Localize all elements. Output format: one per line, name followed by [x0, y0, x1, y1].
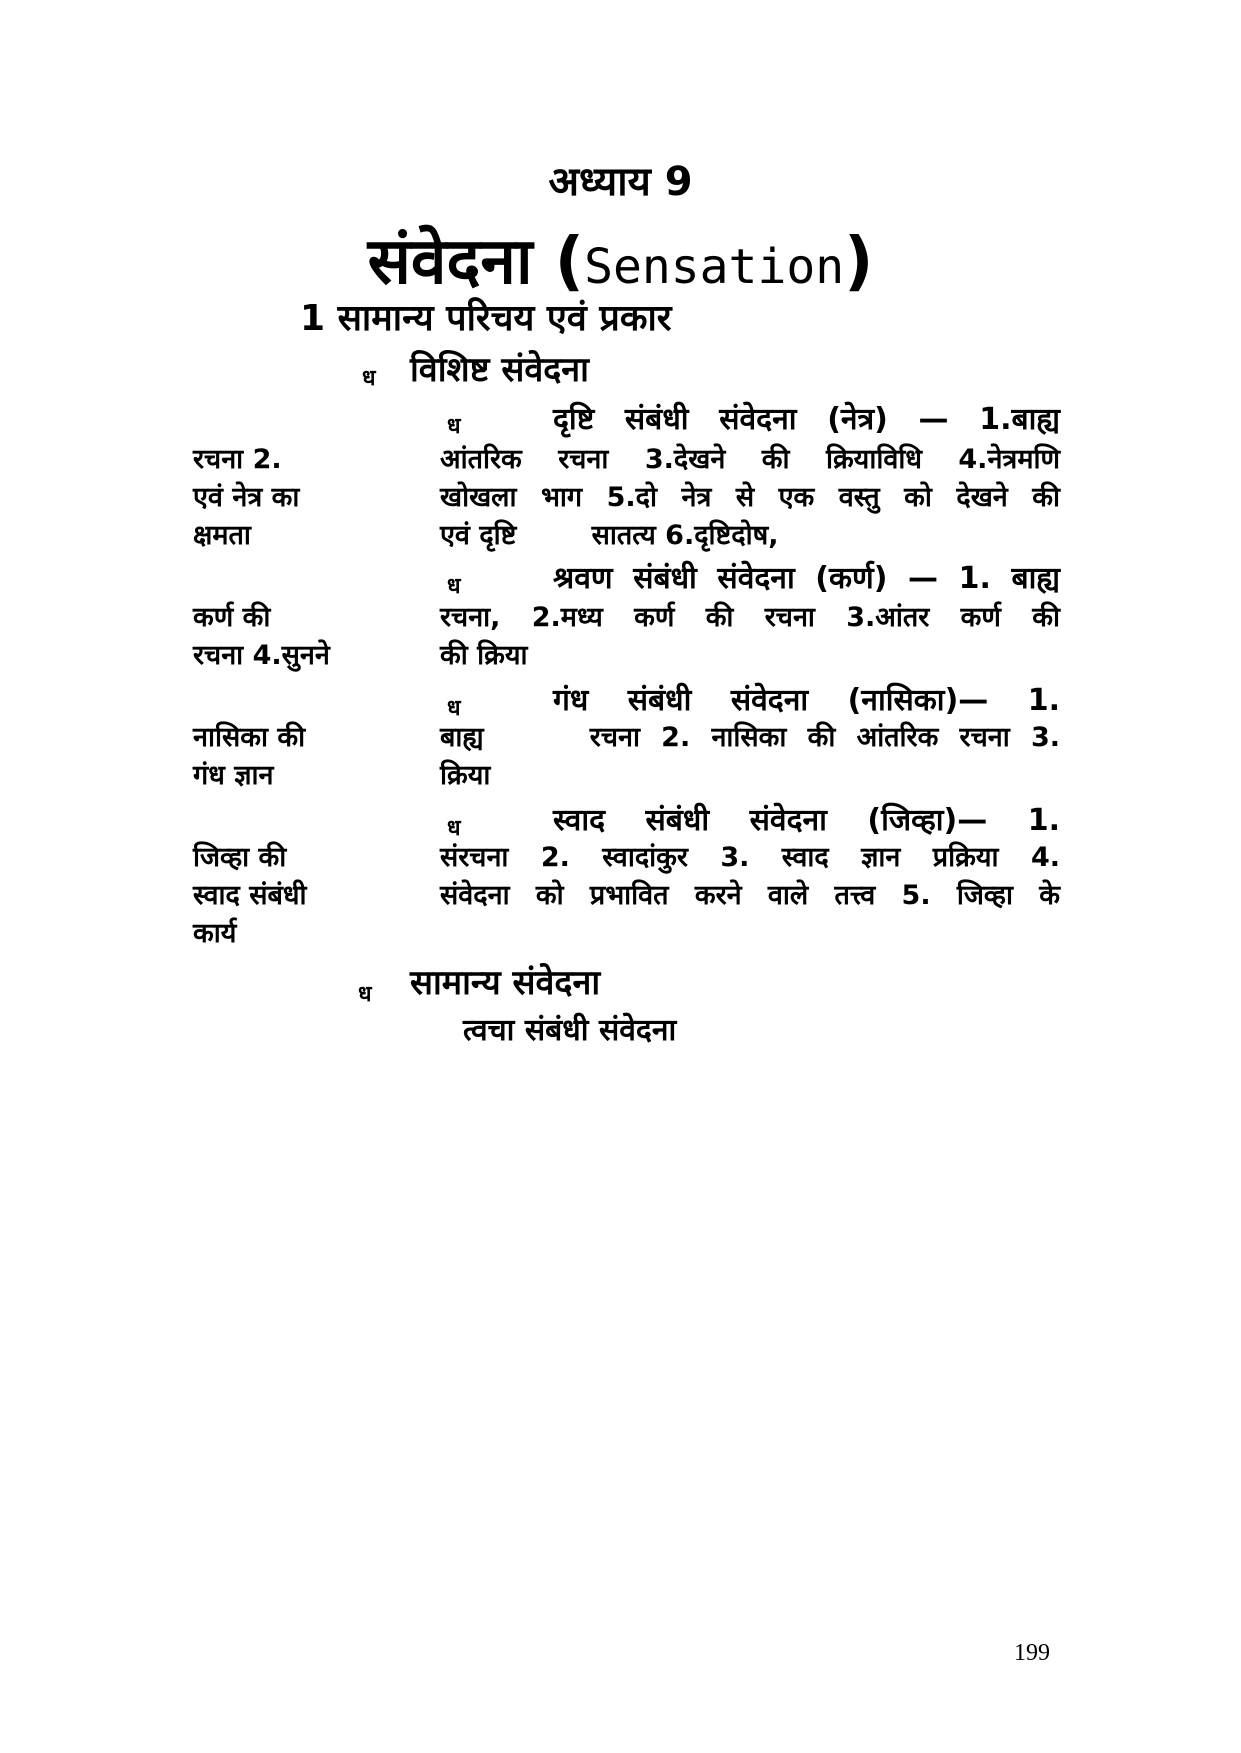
title-english: Sensation — [584, 239, 845, 295]
left-column-text: एवं नेत्र का — [193, 482, 300, 513]
skin-sensation-item: त्वचा संबंधी संवेदना — [463, 1013, 677, 1048]
section-title: 1 सामान्य परिचय एवं प्रकार — [300, 298, 672, 339]
bullet-icon: ध — [447, 414, 461, 439]
left-column-text: जिव्हा की — [193, 842, 287, 873]
bullet-icon: ध — [447, 696, 461, 721]
bullet-icon: ध — [362, 366, 376, 391]
bullet-icon: ध — [447, 574, 461, 599]
left-column-text: नासिका की — [193, 722, 306, 753]
title-close-paren: ) — [844, 225, 874, 299]
right-column-text: की क्रिया — [440, 640, 528, 671]
item-heading-eye: दृष्टि संबंधी संवेदना (नेत्र) — 1.बाह्य — [553, 402, 1060, 437]
special-sensation-heading: विशिष्ट संवेदना — [410, 350, 589, 390]
right-column-text: संवेदना को प्रभावित करने वाले तत्त्व 5. जिव्हा के — [440, 880, 1060, 911]
right-column-text: आंतरिक रचना 3.देखने की क्रियाविधि 4.नेत्रमणि — [440, 444, 1060, 475]
left-column-text: क्षमता — [193, 520, 251, 551]
right-column-text: रचना, 2.मध्य कर्ण की रचना 3.आंतर कर्ण की — [440, 602, 1060, 633]
right-column-text: क्रिया — [440, 760, 491, 791]
left-column-text: कार्य — [193, 918, 237, 949]
chapter-title — [0, 215, 1241, 302]
page-number: 199 — [1014, 1640, 1050, 1666]
item-heading-ear: श्रवण संबंधी संवेदना (कर्ण) — 1. बाह्य — [553, 561, 1060, 596]
left-column-text: कर्ण की — [193, 602, 271, 633]
general-sensation-heading: सामान्य संवेदना — [410, 963, 601, 1003]
left-column-text: स्वाद संबंधी — [193, 880, 307, 911]
item-heading-nose: गंध संबंधी संवेदना (नासिका)— 1. — [553, 683, 1060, 718]
bullet-icon: ध — [358, 982, 372, 1007]
chapter-label: अध्याय 9 — [548, 159, 693, 205]
right-column-text: खोखला भाग 5.दो नेत्र से एक वस्तु को देखने की — [440, 482, 1060, 513]
item-heading-tongue: स्वाद संबंधी संवेदना (जिव्हा)— 1. — [553, 803, 1060, 838]
left-column-text: रचना 2. — [193, 444, 282, 475]
right-column-text: एवं दृष्टि सातत्य 6.दृष्टिदोष, — [440, 520, 779, 551]
right-column-text: बाह्य रचना 2. नासिका की आंतरिक रचना 3. — [440, 722, 1060, 753]
left-column-text: रचना 4.सुनने — [193, 640, 330, 671]
title-hindi: संवेदना ( — [367, 225, 585, 299]
bullet-icon: ध — [447, 816, 461, 841]
left-column-text: गंध ज्ञान — [193, 760, 274, 791]
right-column-text: संरचना 2. स्वादांकुर 3. स्वाद ज्ञान प्रक्रिया 4. — [440, 842, 1060, 873]
